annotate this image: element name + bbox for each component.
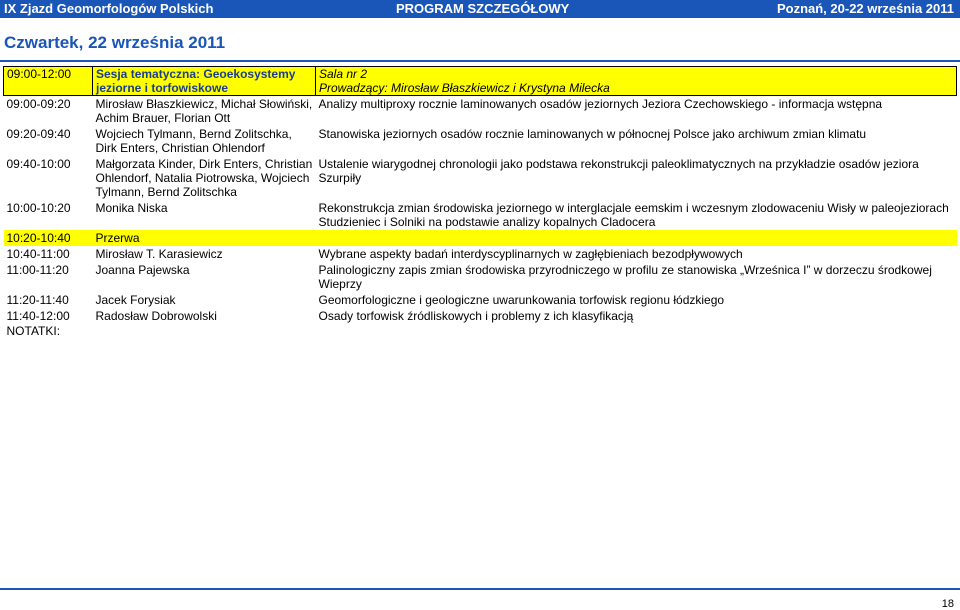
table-row <box>4 126 957 156</box>
talk-time: 10:00-10:20 <box>6 201 71 215</box>
session-room: Sala nr 2 <box>319 67 368 81</box>
talk-time: 11:00-11:20 <box>6 263 69 277</box>
session-title <box>93 67 316 96</box>
talk-title: Ustalenie wiarygodnej chronologii jako podstawa rekonstrukcji paleoklimatycznych na przykładzie osadów jeziora Szurpiły <box>318 157 919 185</box>
talk-time: 11:20-11:40 <box>6 293 69 307</box>
session-row <box>4 67 957 96</box>
talk-authors: Mirosław T. Karasiewicz <box>95 247 223 261</box>
talk-time: 11:40-12:00 <box>6 309 70 323</box>
page-number: 18 <box>941 598 954 610</box>
table-row <box>4 246 957 262</box>
divider-top <box>0 60 960 62</box>
conference-name: IX Zjazd Geomorfologów Polskich <box>4 1 214 16</box>
table-row <box>4 200 957 230</box>
break-empty <box>316 230 957 246</box>
session-chair: Prowadzący: Mirosław Błaszkiewicz i Krystyna Milecka <box>319 81 610 95</box>
talk-authors: Mirosław Błaszkiewicz, Michał Słowiński, Achim Brauer, Florian Ott <box>95 97 313 125</box>
document-header <box>0 0 960 18</box>
table-row <box>4 156 957 200</box>
notes-row <box>4 324 957 338</box>
divider-bottom <box>0 588 960 590</box>
talk-title: Osady torfowisk źródliskowych i problemy z ich klasyfikacją <box>318 309 634 323</box>
talk-authors: Jacek Forysiak <box>95 293 176 307</box>
session-title-line2: jeziorne i torfowiskowe <box>96 81 229 95</box>
talk-time: 09:40-10:00 <box>6 157 71 171</box>
talk-title: Rekonstrukcja zmian środowiska jeziornego w interglacjale eemskim i wczesnym zlodowaceniu Wisły w paleojeziorach Studzieniec i Solniki na podstawie analizy kopalnych Cladocera <box>318 201 949 229</box>
session-title-line1: Sesja tematyczna: Geoekosystemy <box>96 67 296 81</box>
session-info <box>316 67 957 96</box>
table-row <box>4 292 957 308</box>
talk-time: 09:20-09:40 <box>6 127 71 141</box>
notes-label: NOTATKI: <box>6 324 61 338</box>
talk-title: Wybrane aspekty badań interdyscyplinarnych w zagłębieniach bezodpływowych <box>318 247 743 261</box>
talk-authors: Monika Niska <box>95 201 168 215</box>
day-title: Czwartek, 22 września 2011 <box>4 33 226 52</box>
talk-time: 10:40-11:00 <box>6 247 70 261</box>
talk-authors: Wojciech Tylmann, Bernd Zolitschka, Dirk Enters, Christian Ohlendorf <box>95 127 292 155</box>
break-row <box>4 230 957 246</box>
break-time: 10:20-10:40 <box>4 230 93 246</box>
table-row <box>4 262 957 292</box>
session-time: 09:00-12:00 <box>4 67 93 96</box>
talk-title: Analizy multiproxy rocznie laminowanych osadów jeziornych Jeziora Czechowskiego - informacja wstępna <box>318 97 883 111</box>
talk-title: Geomorfologiczne i geologiczne uwarunkowania torfowisk regionu łódzkiego <box>318 293 725 307</box>
table-row <box>4 308 957 324</box>
talk-authors: Małgorzata Kinder, Dirk Enters, Christian Ohlendorf, Natalia Piotrowska, Wojciech Tylmann, Bernd Zolitschka <box>95 157 313 199</box>
talk-authors: Radosław Dobrowolski <box>95 309 217 323</box>
conference-date-place: Poznań, 20-22 września 2011 <box>776 1 954 16</box>
talk-time: 09:00-09:20 <box>6 97 71 111</box>
talk-authors: Joanna Pajewska <box>95 263 190 277</box>
talk-title: Stanowiska jeziornych osadów rocznie laminowanych w północnej Polsce jako archiwum zmian klimatu <box>318 127 867 141</box>
schedule-table <box>3 66 957 338</box>
break-label: Przerwa <box>93 230 316 246</box>
talk-title: Palinologiczny zapis zmian środowiska przyrodniczego w profilu ze stanowiska „Wrześnica I” w dorzeczu środkowej Wieprzy <box>318 263 932 291</box>
program-label: PROGRAM SZCZEGÓŁOWY <box>396 1 570 16</box>
table-row <box>4 96 957 127</box>
